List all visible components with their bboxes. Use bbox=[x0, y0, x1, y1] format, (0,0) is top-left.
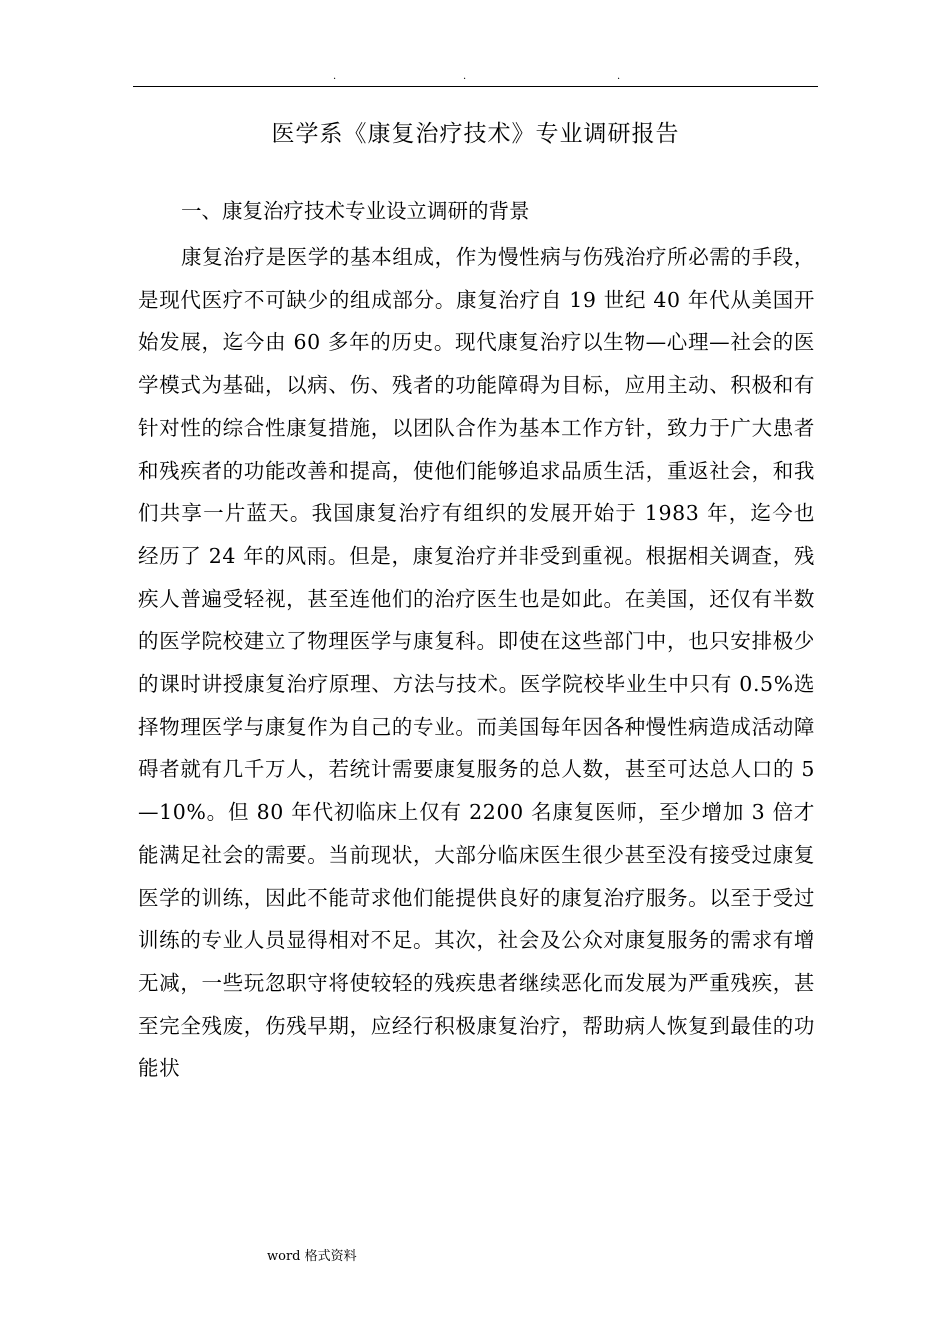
header-dot: . bbox=[617, 71, 621, 82]
section-heading: 一、康复治疗技术专业设立调研的背景 bbox=[181, 199, 530, 223]
body-paragraph: 康复治疗是医学的基本组成，作为慢性病与伤残治疗所必需的手段，是现代医疗不可缺少的组成部分。康复治疗自 19 世纪 40 年代从美国开始发展，迄今由 60 多年的历史。现代康复治疗以生物—心理—社会的医学模式为基础，以病、伤、残者的功能障碍为目标，应用主动、积极和有针对性的综合性康复措施，以团队合作为基本工作方针，致力于广大患者和残疾者的功能改善和提高，使他们能够追求品质生活，重返社会，和我们共享一片蓝天。我国康复治疗有组织的发展开始于 1983 年，迄今也经历了 24 年的风雨。但是，康复治疗并非受到重视。根据相关调查，残疾人普遍受轻视，甚至连他们的治疗医生也是如此。在美国，还仅有半数的医学院校建立了物理医学与康复科。即使在这些部门中，也只安排极少的课时讲授康复治疗原理、方法与技术。医学院校毕业生中只有 0.5%选择物理医学与康复作为自己的专业。而美国每年因各种慢性病造成活动障碍者就有几千万人，若统计需要康复服务的总人数，甚至可达总人口的 5—10%。但 80 年代初临床上仅有 2200 名康复医师，至少增加 3 倍才能满足社会的需要。当前现状，大部分临床医生很少甚至没有接受过康复医学的训练，因此不能苛求他们能提供良好的康复治疗服务。以至于受过训练的专业人员显得相对不足。其次，社会及公众对康复服务的需求有增无减，一些玩忽职守将使较轻的残疾患者继续恶化而发展为严重残疾，甚至完全残废，伤残早期，应经行积极康复治疗，帮助病人恢复到最佳的功能状 bbox=[138, 245, 815, 1081]
header-dot: . bbox=[333, 71, 337, 82]
page-header-dots bbox=[0, 70, 950, 84]
document-title: 医学系《康复治疗技术》专业调研报告 bbox=[271, 121, 680, 147]
footer-label: word 格式资料 bbox=[267, 1249, 357, 1264]
header-rule bbox=[133, 86, 818, 87]
header-dot: . bbox=[463, 71, 467, 82]
